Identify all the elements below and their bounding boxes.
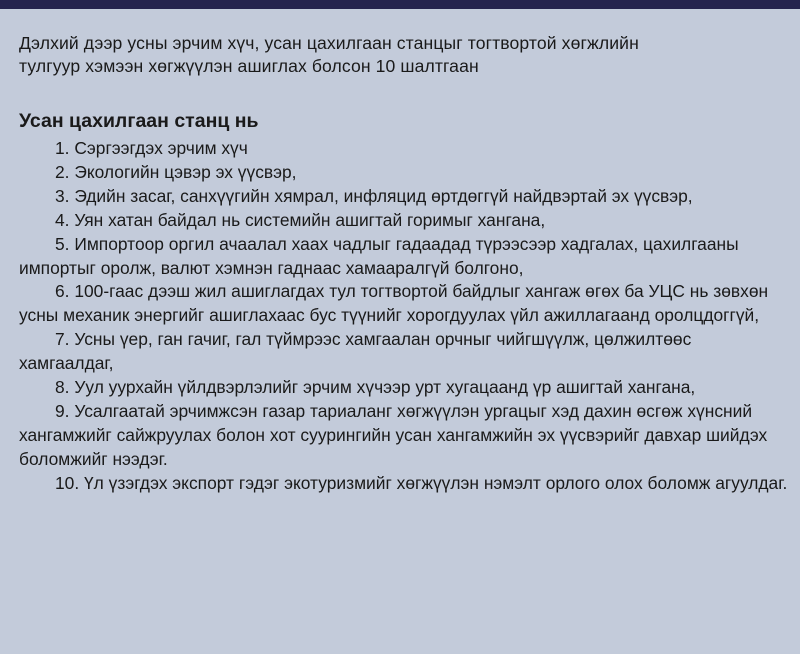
intro-paragraph xyxy=(19,32,789,78)
list-item: 6. 100-гаас дээш жил ашиглагдах тул тогтвортой байдлыг хангаж өгөх ба УЦС нь зөвхөн усны механик энергийг ашиглахаас бус түүнийг хорогдуулах үйл ажиллагаанд оролцдоггүй, xyxy=(19,281,769,326)
list-item: 2. Экологийн цэвэр эх үүсвэр, xyxy=(55,161,297,182)
reasons-list xyxy=(19,137,789,496)
intro-line: тулгуур хэмээн хөгжүүлэн ашиглах болсон 10 шалтгаан xyxy=(19,56,479,76)
list-item: 8. Уул уурхайн үйлдвэрлэлийг эрчим хүчээр урт хугацаанд үр ашигтай хангана, xyxy=(55,377,696,398)
intro-line: Дэлхий дээр усны эрчим хүч, усан цахилгаан станцыг тогтвортой хөгжлийн xyxy=(19,33,639,53)
list-item: 3. Эдийн засаг, санхүүгийн хямрал, инфляцид өртдөггүй найдвэртай эх үүсвэр, xyxy=(55,185,693,206)
list-item: 4. Уян хатан байдал нь системийн ашигтай горимыг хангана, xyxy=(55,209,546,230)
list-item: 5. Импортоор оргил ачаалал хаах чадлыг гадаадад түрээсээр хадгалах, цахилгааны импортыг оролж, валют хэмнэн гаднаас хамааралгүй болгоно, xyxy=(19,233,739,278)
list-item: 7. Усны үер, ган гачиг, гал түймрээс хамгаалан орчныг чийгшүүлж, цөлжилтөөс хамгаалдаг, xyxy=(19,329,692,374)
list-item: 10. Үл үзэгдэх экспорт гэдэг экотуризмийг хөгжүүлэн нэмэлт орлого олох боломж агуулдаг. xyxy=(55,472,788,493)
section-heading: Усан цахилгаан станц нь xyxy=(19,110,259,132)
list-item: 1. Сэргээгдэх эрчим хүч xyxy=(55,138,248,158)
top-accent-bar xyxy=(0,0,800,9)
list-item: 9. Усалгаатай эрчимжсэн газар тариаланг хөгжүүлэн ургацыг хэд дахин өсгөж хүнсний хангамжийг сайжруулах болон хот суурингийн усан хангамжийн эх үүсвэрийг давхар шийдэх боломжийг нээдэг. xyxy=(19,400,768,469)
